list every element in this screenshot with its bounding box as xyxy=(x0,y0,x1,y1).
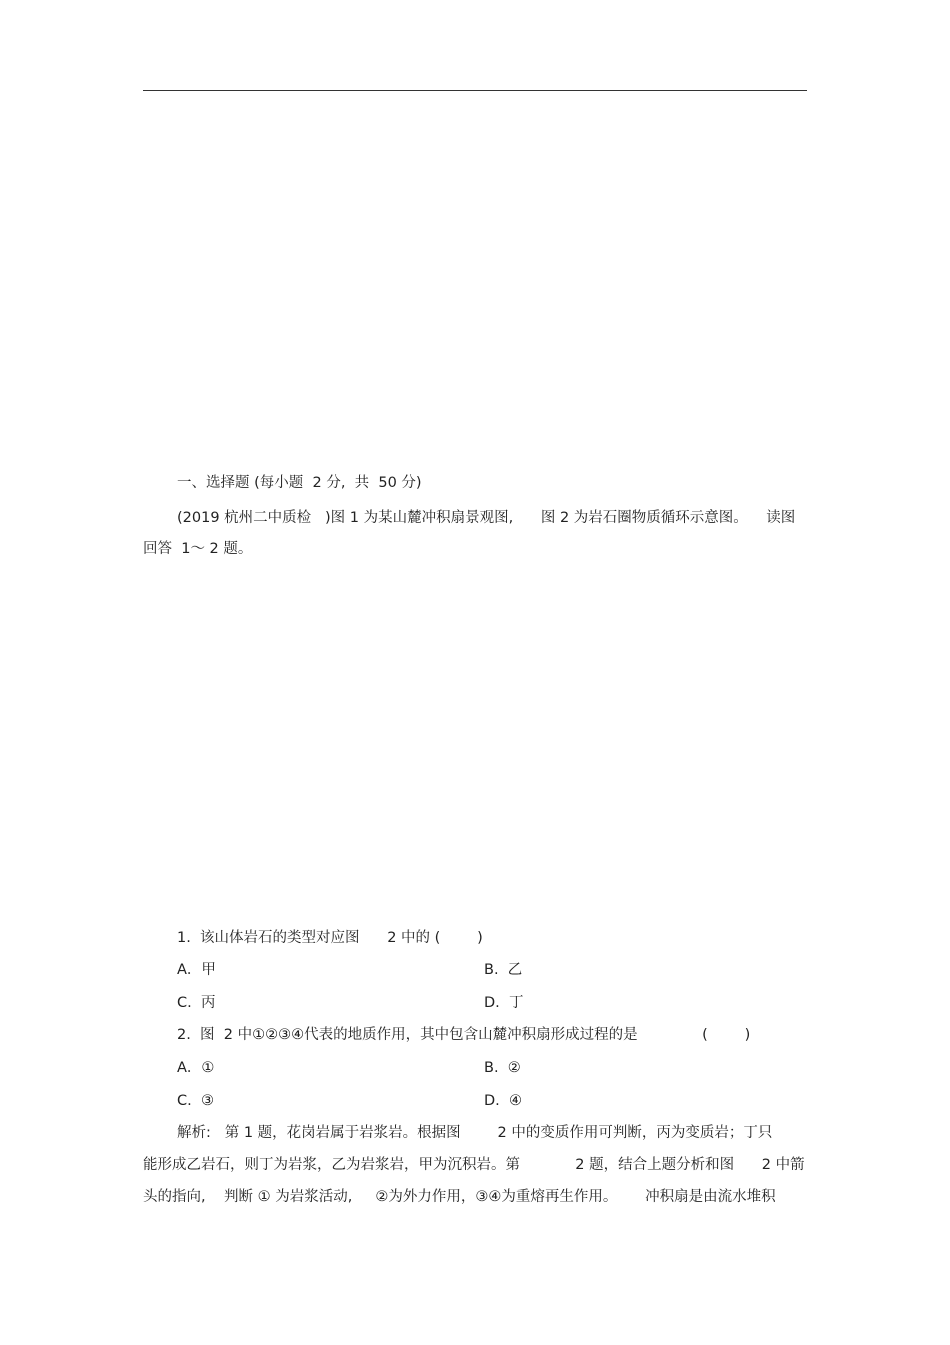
question-2-stem: 2. 图 2 中①②③④代表的地质作用，其中包含山麓冲积扇形成过程的是 ( ) xyxy=(177,1027,751,1043)
analysis-line-3: 头的指向, 判断 ① 为岩浆活动, ②为外力作用，③④为重熔再生作用。 冲积扇是由流水堆积 xyxy=(143,1189,776,1205)
intro-line-1: (2019 杭州二中质检 )图 1 为某山麓冲积扇景观图, 图 2 为岩石圈物质循环示意图。 读图 xyxy=(177,510,796,526)
question-2-option-c[interactable]: C. ③ xyxy=(177,1093,214,1109)
question-1-option-c[interactable]: C. 丙 xyxy=(177,995,216,1011)
question-1-option-d[interactable]: D. 丁 xyxy=(484,995,524,1011)
question-1-stem: 1. 该山体岩石的类型对应图 2 中的 ( ) xyxy=(177,930,483,946)
question-2-option-d[interactable]: D. ④ xyxy=(484,1093,522,1109)
section-heading: 一、选择题 (每小题 2 分, 共 50 分) xyxy=(177,475,422,491)
header-rule xyxy=(143,90,807,91)
analysis-line-2: 能形成乙岩石，则丁为岩浆，乙为岩浆岩，甲为沉积岩。第 2 题，结合上题分析和图 2 中箭 xyxy=(143,1157,805,1173)
question-1-option-b[interactable]: B. 乙 xyxy=(484,962,523,978)
intro-line-2: 回答 1～ 2 题。 xyxy=(143,541,253,557)
question-1-option-a[interactable]: A．甲 xyxy=(177,962,216,978)
question-2-option-a[interactable]: A．① xyxy=(177,1060,215,1076)
analysis-line-1: 解析: 第 1 题，花岗岩属于岩浆岩。根据图 2 中的变质作用可判断，丙为变质岩；丁只 xyxy=(177,1125,773,1141)
question-2-option-b[interactable]: B. ② xyxy=(484,1060,521,1076)
